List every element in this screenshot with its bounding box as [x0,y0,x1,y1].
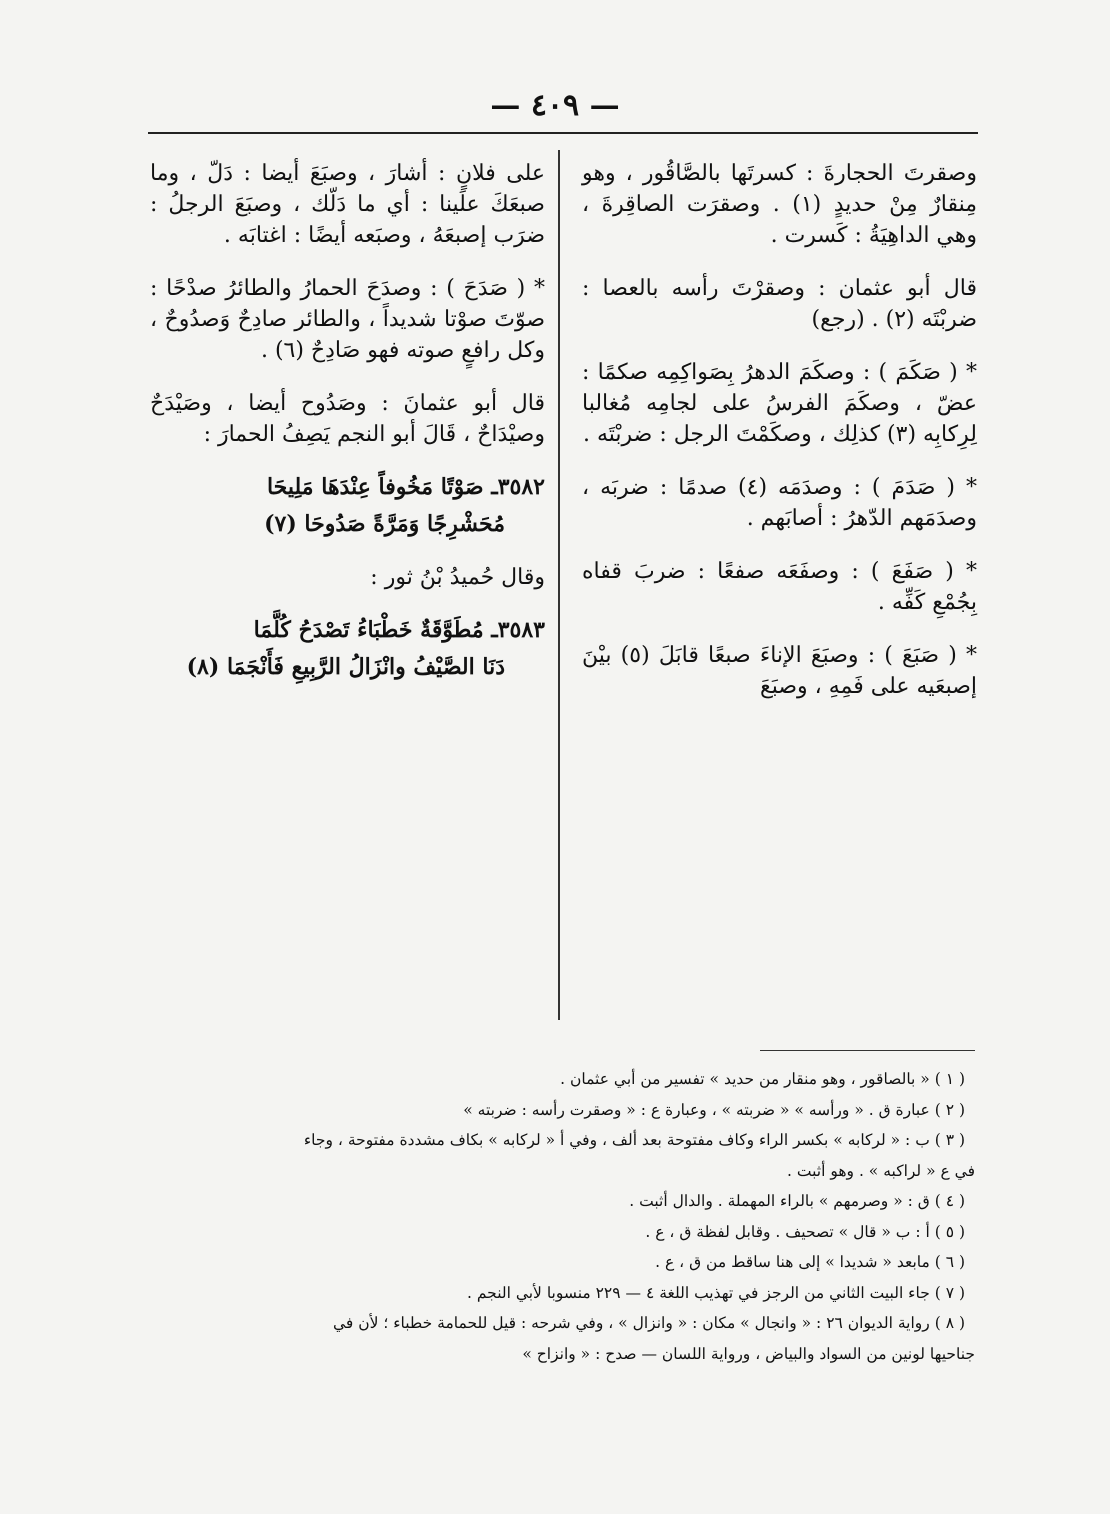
footnote: ( ٨ ) رواية الديوان ٢٦ : « وانجال » مكان : « وانزال » ، وفي شرحه : قيل للحمامة خطباء ؛ لأن في [332,1314,965,1332]
verse-line: ٣٥٨٣ـ مُطَوَّقَةٌ خَطْبَاءُ تَصْدَحُ كُلَّمَا [253,617,545,643]
footnote: جناحيها لونين من السواد والبياض ، ورواية اللسان — صدح : « وانزاح » [522,1344,975,1363]
footnote: ( ٧ ) جاء البيت الثاني من الرجز في تهذيب اللغة ٤ — ٢٢٩ منسوبا لأبي النجم . [467,1283,965,1302]
column-divider [558,150,560,1020]
entry-paragraph: وصقرتَ الحجارةَ : كسرتَها بالصَّاقُور ، وهو مِنقارٌ مِنْ حديدٍ (١) . وصقرَت الصاقِرةَ ، وهي الداهِيَةُ : كَسرت . [582,161,977,248]
footnote: في ع « لراكبه » . وهو أثبت . [787,1161,975,1180]
entry-paragraph: * ( صَكَمَ ) : وصكَمَ الدهرُ بِصَواكِمِه صكمًا : عضّ ، وصكَمَ الفرسُ على لجامِه مُغالبا لِرِكابِه (٣) كذلِك ، وصكَمْتَ الرجل : ضربْتَه . [582,360,977,447]
footnote: ( ٥ ) أ : ب « قال » تصحيف . وقابل لفظة ق ، ع . [645,1222,965,1241]
left-column [150,158,545,705]
footnote-rule [760,1050,975,1051]
footnote: ( ٦ ) مابعد « شديدا » إلى هنا ساقط من ق ، ع . [655,1253,965,1271]
footnote: ( ١ ) « بالصاقور ، وهو منقار من حديد » تفسير من أبي عثمان . [560,1070,965,1088]
entry-paragraph: * ( صَفَعَ ) : وصفَعَه صفعًا : ضربَ قفاه بِجُمْعِ كَفِّه . [582,559,977,615]
entry-paragraph: * ( صَدَحَ ) : وصدَحَ الحمارُ والطائرُ صدْحًا : صوّتَ صوْتا شديداً ، والطائر صادِحٌ وَصدُوحٌ ، وكل رافعٍ صوته فهو صَادِحٌ (٦) . [150,276,545,363]
verse-line: دَنَا الصَّيْفُ وانْزَالُ الرَّبِيعِ فَأَنْجَمَا (٨) [186,654,505,680]
entry-paragraph: وقال حُميدُ بْنُ ثور : [370,565,545,590]
entry-paragraph: على فلانٍ : أشارَ ، وصبَعَ أيضا : دَلّ ، وما صبعَكَ علَينا : أي ما دَلّك ، وصبَعَ الرجلُ : ضرَب إصبعَهُ ، وصبَعه أيضًا : اغتابَه . [150,161,545,248]
entry-paragraph: * ( صَدَمَ ) : وصدَمَه (٤) صدمًا : ضربَه ، وصدَمَهم الدّهرُ : أصابَهم . [582,475,977,531]
entry-paragraph: قال أبو عثمان : وصقرْتَ رأسه بالعصا : ضربْتَه (٢) . (رجع) [582,276,977,332]
footnotes [150,1064,975,1369]
verse-line: مُحَشْرِجًا وَمَرَّةً صَدُوحَا (٧) [264,511,505,537]
header-rule [148,132,978,134]
entry-paragraph: قال أبو عثمانَ : وصَدُوح أيضا ، وصَيْدَحٌ وصيْدَاحٌ ، قَالَ أبو النجم يَصِفُ الحمارَ : [150,391,546,447]
footnote: ( ٤ ) ق : « وصرمهم » بالراء المهملة . والدال أثبت . [629,1192,965,1210]
entry-paragraph: * ( صَبَعَ ) : وصبَعَ الإناءَ صبعًا قابَلَ (٥) بيْنَ إصبعَيه على فَمِهِ ، وصبَعَ [582,643,978,699]
footnote: ( ٢ ) عبارة ق . « ورأسه » « ضربته » ، وعبارة ع : « وصقرت رأسه : ضربته » [463,1100,965,1119]
footnote: ( ٣ ) ب : « لركابه » بكسر الراء وكاف مفتوحة بعد ألف ، وفي أ « لركابه » بكاف مشددة مفتوحة ، وجاء [303,1131,965,1149]
right-column [582,158,977,724]
verse-line: ٣٥٨٢ـ صَوْتًا مَخُوفاً عِنْدَهَا مَلِيحَا [266,474,545,500]
page-number: — ٤٠٩ — [490,88,620,123]
